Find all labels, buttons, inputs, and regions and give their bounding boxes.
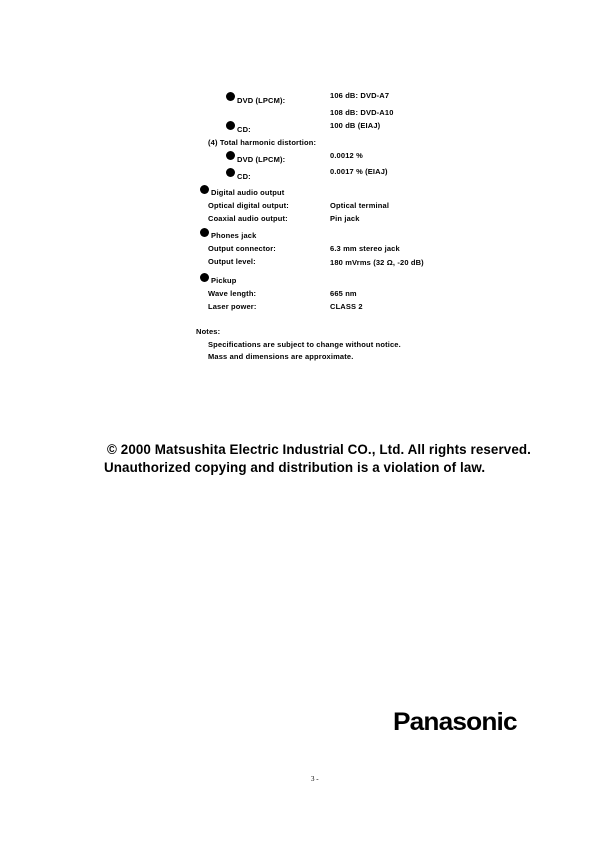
bullet-icon [226, 121, 235, 130]
bullet-icon [226, 168, 235, 177]
thd-cd-label: CD: [237, 172, 251, 181]
laser-power-label: Laser power: [208, 302, 257, 311]
notes-line-1: Specifications are subject to change without notice. [208, 340, 401, 349]
wavelength-label: Wave length: [208, 289, 257, 298]
cd-value: 100 dB (EIAJ) [330, 121, 381, 130]
copyright-line-1: © 2000 Matsushita Electric Industrial CO., Ltd. All rights reserved. [107, 442, 531, 457]
wavelength-value: 665 nm [330, 289, 357, 298]
copyright-line-2: Unauthorized copying and distribution is a violation of law. [104, 460, 486, 475]
optical-value: Optical terminal [330, 201, 390, 210]
bullet-icon [200, 185, 209, 194]
output-connector-label: Output connector: [208, 244, 276, 253]
bullet-icon [200, 228, 209, 237]
output-level-value: 180 mVrms (32 Ω, -20 dB) [330, 258, 424, 267]
optical-label: Optical digital output: [208, 201, 289, 210]
output-connector-value: 6.3 mm stereo jack [330, 244, 400, 253]
notes-heading: Notes: [196, 327, 221, 336]
output-level-label: Output level: [208, 257, 256, 266]
dvd-value-2: 108 dB: DVD-A10 [330, 108, 394, 117]
digital-audio-heading: Digital audio output [211, 188, 285, 197]
panasonic-logo: Panasonic [393, 708, 517, 736]
bullet-icon [226, 92, 235, 101]
phones-jack-heading: Phones jack [211, 231, 257, 240]
pickup-heading: Pickup [211, 276, 237, 285]
thd-dvd-label: DVD (LPCM): [237, 155, 286, 164]
bullet-icon [200, 273, 209, 282]
coaxial-value: Pin jack [330, 214, 360, 223]
thd-heading: (4) Total harmonic distortion: [208, 138, 317, 147]
laser-power-value: CLASS 2 [330, 302, 363, 311]
bullet-icon [226, 151, 235, 160]
thd-dvd-value: 0.0012 % [330, 151, 363, 160]
dvd-lpcm-label: DVD (LPCM): [237, 96, 286, 105]
dvd-value-1: 106 dB: DVD-A7 [330, 91, 390, 100]
thd-cd-value: 0.0017 % (EIAJ) [330, 167, 388, 176]
cd-label: CD: [237, 125, 251, 134]
page-number: 3 - [311, 775, 319, 783]
coaxial-label: Coaxial audio output: [208, 214, 288, 223]
notes-line-2: Mass and dimensions are approximate. [208, 352, 354, 361]
